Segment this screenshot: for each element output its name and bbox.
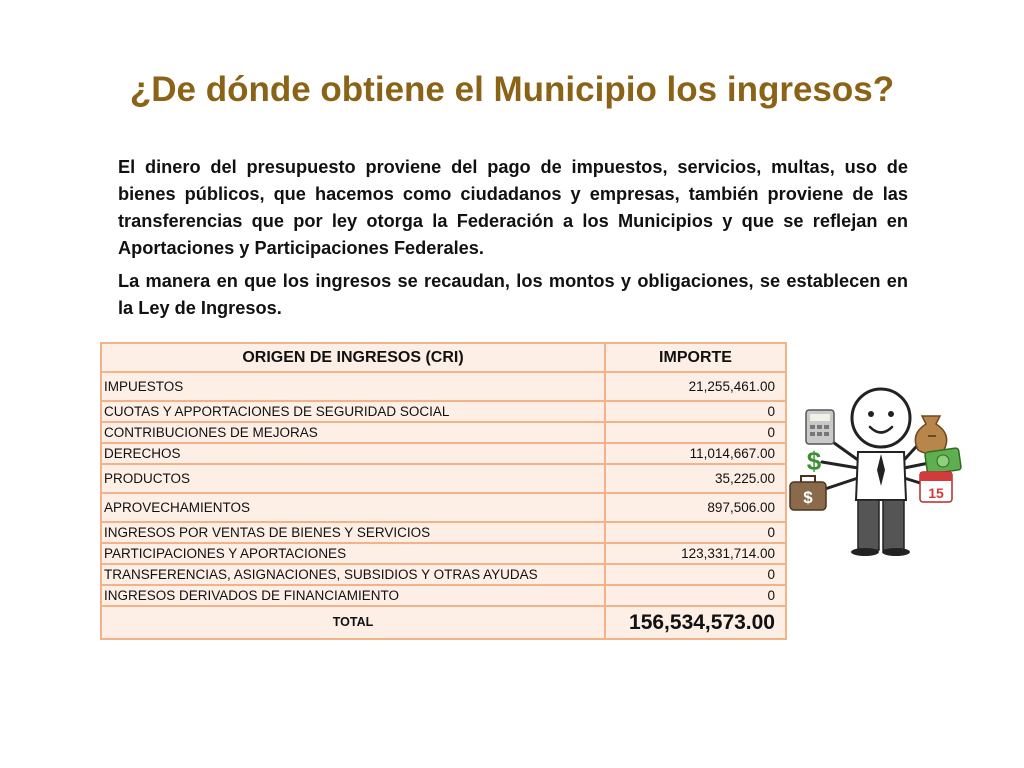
calculator-icon bbox=[806, 410, 834, 444]
header-amount: IMPORTE bbox=[605, 343, 786, 372]
multitasking-person-illustration bbox=[786, 378, 976, 568]
row-category: DERECHOS bbox=[101, 443, 605, 464]
row-amount: 0 bbox=[605, 522, 786, 543]
row-category: CONTRIBUCIONES DE MEJORAS bbox=[101, 422, 605, 443]
table-header-row bbox=[101, 343, 786, 372]
table-row bbox=[101, 422, 786, 443]
table-row bbox=[101, 493, 786, 522]
row-amount: 0 bbox=[605, 401, 786, 422]
row-amount: 123,331,714.00 bbox=[605, 543, 786, 564]
row-amount: 0 bbox=[605, 585, 786, 606]
row-category: TRANSFERENCIAS, ASIGNACIONES, SUBSIDIOS Y OTRAS AYUDAS bbox=[101, 564, 605, 585]
header-origin: ORIGEN DE INGRESOS (CRI) bbox=[101, 343, 605, 372]
total-amount: 156,534,573.00 bbox=[605, 606, 786, 639]
briefcase-dollar-label: $ bbox=[803, 488, 813, 507]
table-row bbox=[101, 564, 786, 585]
table-row bbox=[101, 522, 786, 543]
table-row bbox=[101, 543, 786, 564]
total-row bbox=[101, 606, 786, 639]
table-row bbox=[101, 401, 786, 422]
table-row bbox=[101, 585, 786, 606]
calendar-day: 15 bbox=[928, 485, 944, 501]
law-paragraph: La manera en que los ingresos se recaudan, los montos y obligaciones, se establecen en la Ley de Ingresos. bbox=[118, 271, 908, 318]
row-category: PARTICIPACIONES Y APORTACIONES bbox=[101, 543, 605, 564]
row-amount: 0 bbox=[605, 422, 786, 443]
row-category: PRODUCTOS bbox=[101, 464, 605, 493]
row-amount: 21,255,461.00 bbox=[605, 372, 786, 401]
row-amount: 11,014,667.00 bbox=[605, 443, 786, 464]
calendar-icon bbox=[920, 472, 952, 502]
row-category: INGRESOS DERIVADOS DE FINANCIAMIENTO bbox=[101, 585, 605, 606]
row-category: CUOTAS Y APPORTACIONES DE SEGURIDAD SOCIAL bbox=[101, 401, 605, 422]
briefcase-icon bbox=[790, 476, 826, 510]
row-amount: 0 bbox=[605, 564, 786, 585]
table-row bbox=[101, 443, 786, 464]
slide-title: ¿De dónde obtiene el Municipio los ingresos? bbox=[129, 70, 895, 109]
intro-paragraph: El dinero del presupuesto proviene del pago de impuestos, servicios, multas, uso de bienes públicos, que hacemos como ciudadanos y empresas, también proviene de las transferencias que por ley otorga la Federación a los Municipios y que se reflejan en Aportaciones y Participaciones Federales. bbox=[118, 157, 908, 258]
row-amount: 897,506.00 bbox=[605, 493, 786, 522]
row-category: APROVECHAMIENTOS bbox=[101, 493, 605, 522]
money-bag-icon bbox=[915, 416, 946, 454]
row-category: IMPUESTOS bbox=[101, 372, 605, 401]
row-category: INGRESOS POR VENTAS DE BIENES Y SERVICIOS bbox=[101, 522, 605, 543]
banknote-icon bbox=[925, 448, 962, 475]
income-table bbox=[100, 342, 787, 640]
table-row bbox=[101, 464, 786, 493]
row-amount: 35,225.00 bbox=[605, 464, 786, 493]
dollar-sign-icon: $ bbox=[806, 446, 822, 476]
total-label: TOTAL bbox=[101, 606, 605, 639]
table-row bbox=[101, 372, 786, 401]
